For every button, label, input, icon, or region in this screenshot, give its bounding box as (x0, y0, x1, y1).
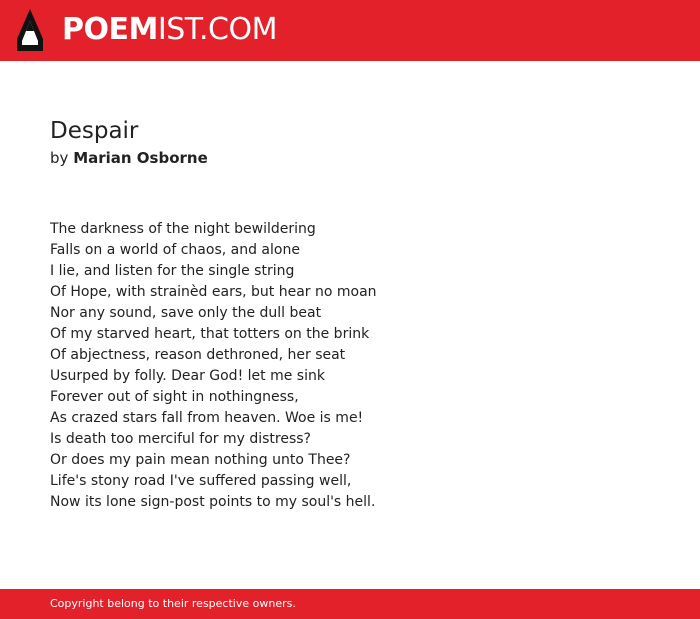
poem-line: Usurped by folly. Dear God! let me sink (50, 368, 325, 384)
poem-line: Or does my pain mean nothing unto Thee? (50, 452, 351, 468)
poem-title: Despair (50, 118, 139, 144)
poem-line: Of abjectness, reason dethroned, her seat (50, 347, 346, 363)
logo-wordmark (62, 9, 277, 51)
poem-author[interactable]: Marian Osborne (73, 149, 208, 167)
poem-line: Of Hope, with strainèd ears, but hear no moan (50, 284, 377, 300)
copyright-notice: Copyright belong to their respective owners. (50, 597, 296, 610)
poem-line: Forever out of sight in nothingness, (50, 389, 299, 405)
poem-byline (50, 148, 670, 168)
poem-line: Now its lone sign-post points to my soul's hell. (50, 494, 376, 510)
poem-line: Life's stony road I've suffered passing well, (50, 473, 352, 489)
logo-wordmark-light: IST.COM (157, 12, 277, 47)
poem-line: Of my starved heart, that totters on the brink (50, 326, 370, 342)
poem-line: Falls on a world of chaos, and alone (50, 242, 300, 258)
pencil-icon (17, 9, 43, 51)
site-footer (0, 589, 700, 619)
logo-wordmark-bold: POEM (62, 12, 158, 47)
poem-line: Is death too merciful for my distress? (50, 431, 311, 447)
site-logo[interactable] (17, 9, 277, 51)
site-header (0, 0, 700, 61)
poem-content (50, 116, 670, 513)
poem-line: I lie, and listen for the single string (50, 263, 295, 279)
poem-body (50, 219, 670, 513)
poem-line: As crazed stars fall from heaven. Woe is me! (50, 410, 364, 426)
poem-line: The darkness of the night bewildering (50, 221, 316, 237)
by-label: by (50, 149, 69, 167)
poem-line: Nor any sound, save only the dull beat (50, 305, 322, 321)
